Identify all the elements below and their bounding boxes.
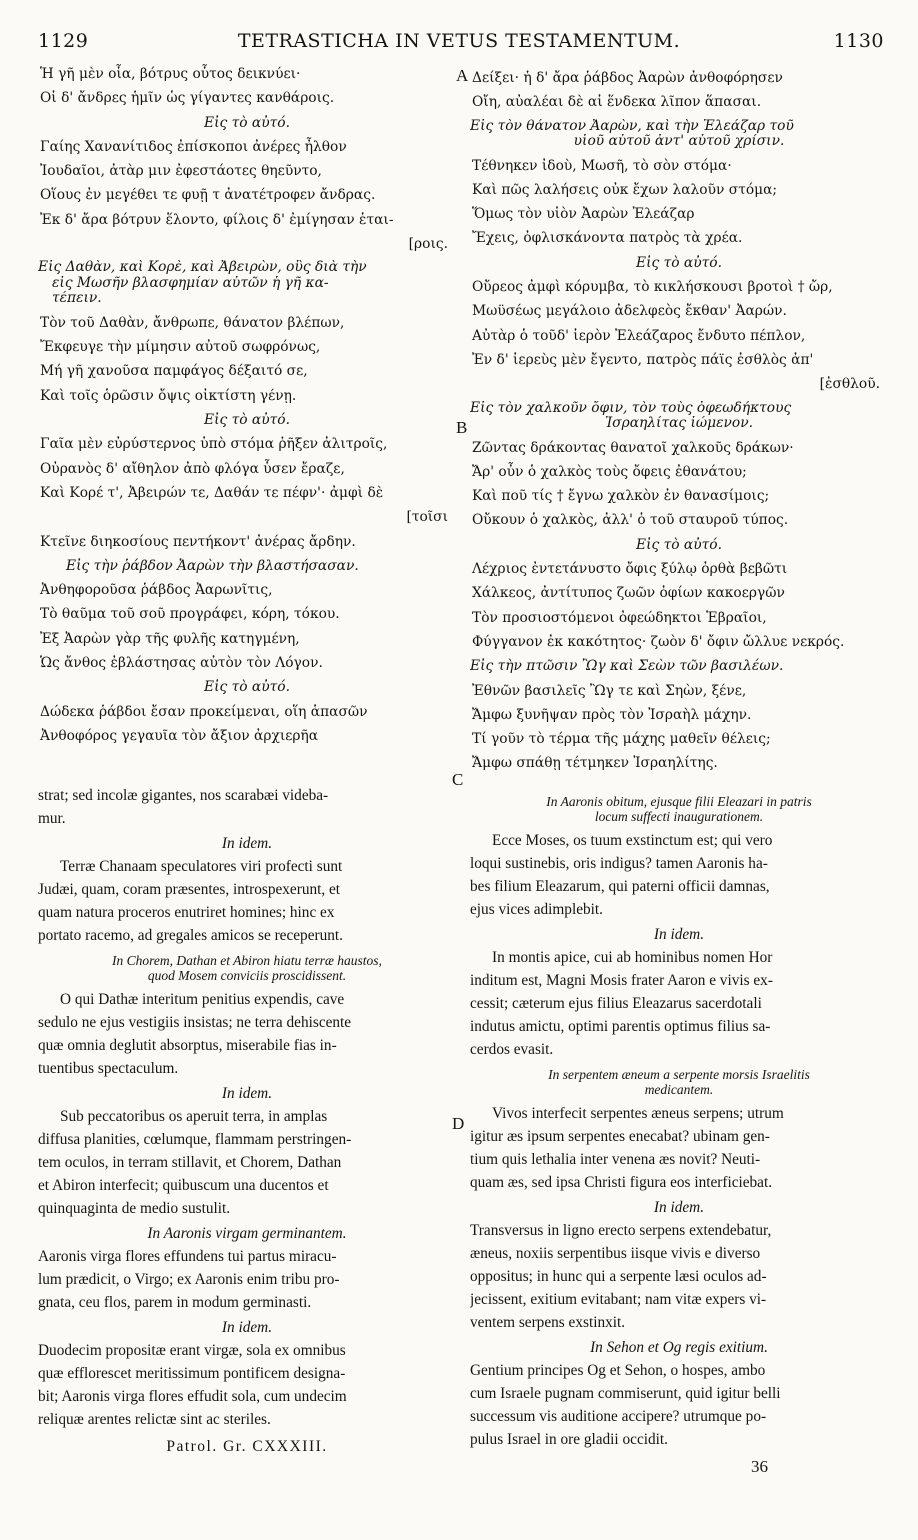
section-heading: In idem. xyxy=(221,1085,273,1102)
latin-text-line: Aaronis virga flores effundens tui partus miracu- xyxy=(38,1248,337,1265)
greek-verse-line: Ἔχεις, ὀφλισκάνοντα πατρὸς τὰ χρέα. xyxy=(472,230,743,247)
section-heading: Εἰς τὸ αὐτό. xyxy=(636,254,722,271)
latin-text-line: loqui sustinebis, oris indigus? tamen Aaronis ha- xyxy=(470,855,768,872)
latin-text-line: ventem serpens exstinxit. xyxy=(470,1314,626,1331)
greek-verse-line: Ἄμφω ξυνῆψαν πρὸς τὸν Ἰσραὴλ μάχην. xyxy=(472,706,752,723)
latin-text-line: O qui Dathæ interitum penitius expendis, cave xyxy=(60,991,345,1008)
greek-verse-line: Ἰουδαῖοι, ἀτὰρ μιν ἐφεστάοτες θηεῦντο, xyxy=(40,163,322,180)
greek-verse-line: Τὸν τοῦ Δαθὰν, ἄνθρωπε, θάνατον βλέπων, xyxy=(40,314,345,331)
section-heading: In idem. xyxy=(653,1199,705,1216)
latin-text-line: Judæi, quam, coram præsentes, introspexerunt, et xyxy=(38,881,341,898)
greek-verse-line: Μή γῆ χανοῦσα παμφάγος δέξαιτό σε, xyxy=(40,363,308,380)
latin-text-line: quinquaginta de medio sustulit. xyxy=(38,1200,231,1217)
greek-verse-line: Ἐν δ' ἱερεὺς μὲν ἔγεντο, πατρὸς πάϊς ἐσθλὸς ἀπ' xyxy=(472,351,814,368)
greek-verse-line: Τὸ θαῦμα τοῦ σοῦ προγράφει, κόρη, τόκου. xyxy=(40,606,340,623)
section-heading: Εἰς τὴν ῥάβδον Ἀαρὼν τὴν βλαστήσασαν. xyxy=(66,557,359,574)
greek-verse-line: Καὶ Κορέ τ', Ἀβειρών τε, Δαθάν τε πέφν'· ἀμφὶ δὲ xyxy=(40,484,384,501)
section-title: In serpentem æneum a serpente morsis Israelitis xyxy=(548,1067,810,1082)
section-title: Εἰς τὸν θάνατον Ἀαρὼν, καὶ τὴν Ἐλεάζαρ τοῦ xyxy=(470,118,794,134)
latin-text-line: In montis apice, cui ab hominibus nomen Hor xyxy=(492,949,773,966)
greek-verse-line: Γαῖα μὲν εὐρύστερνος ὑπὸ στόμα ῥῆξεν ἀλιτροῖς, xyxy=(40,436,388,453)
greek-verse-line: Τέθνηκεν ἰδοὺ, Μωσῆ, τὸ σὸν στόμα· xyxy=(472,157,732,174)
left-latin-column xyxy=(38,784,456,1458)
greek-verse-line: Ἐξ Ἀαρὼν γὰρ τῆς φυλῆς κατηγμένη, xyxy=(40,630,300,647)
section-title: locum suffecti inaugurationem. xyxy=(594,809,764,824)
greek-verse-line: Χάλκεος, ἀντίτυπος ζωῶν ὀφίων κακοεργῶν xyxy=(472,585,785,602)
greek-verse-line: [τοῖσι xyxy=(406,509,448,526)
section-title: υἱοῦ αὐτοῦ ἀντ' αὐτοῦ χρίσιν. xyxy=(573,134,785,150)
margin-marker-d: D xyxy=(452,1114,465,1133)
latin-text-line: Transversus in ligno erecto serpens extendebatur, xyxy=(470,1222,772,1239)
greek-verse-line: Ζῶντας δράκοντας θανατοῖ χαλκοῦς δράκων· xyxy=(472,439,794,456)
latin-text-line: cessit; cæterum ejus filius Eleazarus sacerdotali xyxy=(470,995,762,1012)
greek-verse-line: Ἔκφευγε τὴν μίμησιν αὐτοῦ σωφρόνως, xyxy=(40,339,321,356)
latin-text-line: strat; sed incolæ gigantes, nos scarabæi videba- xyxy=(38,787,329,804)
page-number-right: 1130 xyxy=(833,30,884,52)
latin-text-line: Duodecim propositæ erant virgæ, sola ex omnibus xyxy=(38,1342,346,1359)
latin-text-line: Vivos interfecit serpentes æneus serpens; utrum xyxy=(492,1105,784,1122)
latin-text-line: quæ efflorescet meritissimum pontificem designa- xyxy=(38,1365,346,1382)
latin-text-line: gnata, ceu flos, parem in modum germinasti. xyxy=(38,1294,312,1311)
latin-text-line: Ecce Moses, os tuum exstinctum est; qui vero xyxy=(492,832,773,849)
section-heading: In idem. xyxy=(221,1319,273,1336)
section-title: τέπειν. xyxy=(52,291,102,307)
greek-verse-line: Οὔκουν ὁ χαλκὸς, ἀλλ' ὁ τοῦ σταυροῦ τύπος. xyxy=(472,512,789,529)
greek-verse-line: Αὐτὰρ ὁ τοῦδ' ἱερὸν Ἐλεάζαρος ἔνδυτο πέπλον, xyxy=(472,327,806,344)
section-title: quod Mosem conviciis proscidissent. xyxy=(147,968,347,983)
latin-text-line: lum prædicit, o Virgo; ex Aaronis enim tribu pro- xyxy=(38,1271,340,1288)
right-greek-column xyxy=(470,66,888,776)
greek-verse-line: Οὐρανὸς δ' αἴθηλον ἀπὸ φλόγα ὗσεν ἔραζε, xyxy=(40,460,345,477)
greek-verse-line: Καὶ πῶς λαλήσεις οὐκ ἔχων λαλοῦν στόμα; xyxy=(472,181,778,198)
greek-verse-line: Ὡς ἄνθος ἐβλάστησας αὐτὸν τὸν Λόγον. xyxy=(40,655,323,672)
latin-text-line: quam natura proceros enutriret homines; hinc ex xyxy=(38,904,335,921)
greek-verse-line: Γαίης Χαναν‍ίτιδος ἐπίσκοποι ἀνέρες ἦλθον xyxy=(40,138,347,155)
latin-text-line: et Abiron interfecit; quibuscum una ducentos et xyxy=(38,1177,329,1194)
greek-verse-line: [ἐσθλοῦ. xyxy=(819,376,880,393)
section-title: Εἰς Δαθὰν, καὶ Κορὲ, καὶ Ἀβειρὼν, οὓς διὰ τὴν xyxy=(38,260,367,276)
section-title: Ἰσραηλίτας ἰώμενον. xyxy=(604,416,753,432)
latin-text-line: tium quis lethalia inter venena æs novit? Neuti- xyxy=(470,1151,761,1168)
greek-verse-line: Ἀνθοφόρος γεγαυῖα τὸν ἄξιον ἀρχιερῆα xyxy=(40,727,319,744)
latin-text-line: Gentium principes Og et Sehon, o hospes, ambo xyxy=(470,1362,766,1379)
margin-marker-a: A xyxy=(456,66,469,85)
margin-marker-b: B xyxy=(456,418,468,437)
greek-verse-line: Δώδεκα ῥάβδοι ἔσαν προκείμεναι, οἵη ἁπασῶν xyxy=(40,703,368,720)
greek-verse-line: Ἄρ' οὖν ὁ χαλκὸς τοὺς ὄφεις ἐθανάτου; xyxy=(472,463,747,480)
latin-text-line: æneus, noxiis serpentibus iisque vivis e diverso xyxy=(470,1245,761,1262)
latin-text-line: cerdos evasit. xyxy=(470,1041,554,1058)
section-title: In Aaronis obitum, ejusque filii Eleazari in patris xyxy=(546,794,812,809)
latin-text-line: bit; Aaronis virga flores effudit sola, cum undecim xyxy=(38,1388,347,1405)
latin-text-line: indutus amictu, optimi parentis optimus filius sa- xyxy=(470,1018,771,1035)
latin-text-line: Terræ Chanaam speculatores viri profecti sunt xyxy=(60,858,343,875)
greek-verse-line: Λέχριος ἐντετάνυστο ὄφις ξύλῳ ὀρθὰ βεβῶτι xyxy=(472,561,788,578)
greek-verse-line: Καὶ ποῦ τίς † ἔγνω χαλκὸν ἐν θανασίμοις; xyxy=(472,488,770,505)
section-heading: Εἰς τὸ αὐτό. xyxy=(204,114,290,131)
latin-text-line: ejus vices adimplebit. xyxy=(470,901,603,918)
section-heading: Εἰς τὸ αὐτό. xyxy=(204,679,290,696)
latin-text-line: quæ omnia deglutit absorptus, miserabile fias in- xyxy=(38,1037,337,1054)
greek-verse-line: Καὶ τοῖς ὁρῶσιν ὄψις οἰκτίστη γένῃ. xyxy=(40,387,297,404)
greek-verse-line: Οἱ δ' ἄνδρες ἡμῖν ὡς γίγαντες κανθάροις. xyxy=(40,90,335,107)
latin-text-line: portato racemo, ad gregales amicos se receperunt. xyxy=(38,927,343,944)
latin-text-line: cum Israele pugnam commiserunt, quid igitur belli xyxy=(470,1385,781,1402)
greek-verse-line: [ροις. xyxy=(408,236,448,253)
greek-verse-line: Οἵους ἐν μεγέθει τε φυῇ τ ἀνατέτροφεν ἄνδρας. xyxy=(40,187,376,204)
section-title: Εἰς τὸν χαλκοῦν ὄφιν, τὸν τοὺς ὀφεωδήκτους xyxy=(470,400,792,416)
greek-verse-line: Ὅμως τὸν υἱὸν Ἀαρὼν Ἐλεάζαρ xyxy=(472,206,695,223)
greek-verse-line: Ἐθνῶν βασιλεῖς Ὢγ τε καὶ Σηὼν, ξένε, xyxy=(472,682,747,699)
greek-verse-line: Οἴη, αὐαλέαι δὲ αἱ ἕνδεκα λῖπον ἅπασαι. xyxy=(472,94,762,111)
greek-verse-line: Τὸν προσιοστόμενοι ὀφεώδηκτοι Ἑβραῖοι, xyxy=(472,609,767,626)
section-heading: In Sehon et Og regis exitium. xyxy=(590,1339,768,1356)
page-number-left: 1129 xyxy=(38,30,89,52)
section-heading: In Aaronis virgam germinantem. xyxy=(147,1225,347,1242)
section-title: In Chorem, Dathan et Abiron hiatu terræ haustos, xyxy=(112,953,382,968)
greek-verse-line: Τί γοῦν τὸ τέρμα τῆς μάχης μαθεῖν θέλεις; xyxy=(472,731,771,748)
section-heading: In idem. xyxy=(653,926,705,943)
latin-text-line: reliquæ arentes relictæ sint ac steriles. xyxy=(38,1411,271,1428)
latin-text-line: inditum est, Magni Mosis frater Aaron e vivis ex- xyxy=(470,972,773,989)
running-title: TETRASTICHA IN VETUS TESTAMENTUM. xyxy=(237,30,681,52)
signature-number: 36 xyxy=(751,1457,768,1476)
greek-verse-line: Ἄμφω σπάθῃ τέτμηκεν Ἰσραηλίτης. xyxy=(472,755,718,772)
latin-text-line: pulus Israel in ore gladii occidit. xyxy=(470,1431,668,1448)
section-heading: Εἰς τὸ αὐτό. xyxy=(204,412,290,429)
section-heading: In idem. xyxy=(221,835,273,852)
latin-text-line: oppositus; in hunc qui a serpente læsi oculos ad- xyxy=(470,1268,767,1285)
left-greek-column xyxy=(38,62,456,748)
latin-text-line: sedulo ne ejus vestigiis insistas; ne terra dehiscente xyxy=(38,1014,352,1031)
margin-marker-c: C xyxy=(452,770,464,789)
latin-text-line: quam æs, sed ipsa Christi figura eos interficiebat. xyxy=(470,1174,773,1191)
section-title: medicantem. xyxy=(644,1082,714,1097)
greek-verse-line: Ἀνθηφοροῦσα ῥάβδος Ἀαρωνῖτις, xyxy=(40,582,273,599)
latin-text-line: Sub peccatoribus os aperuit terra, in amplas xyxy=(60,1108,328,1125)
running-header xyxy=(0,30,918,58)
greek-verse-line: Οὔρεος ἀμφὶ κόρυμβα, τὸ κικλήσκουσι βροτοὶ † ὤρ, xyxy=(472,279,833,296)
latin-text-line: successum vis auditione accipere? utrumque po- xyxy=(470,1408,767,1425)
latin-text-line: tem oculos, in terram stillavit, et Chorem, Dathan xyxy=(38,1154,342,1171)
greek-verse-line: Μωϋσέως μεγάλοιο ἀδελφεὸς ἔκθαν' Ἀαρών. xyxy=(472,303,787,320)
section-title: εἰς Μωσῆν βλασφημίαν αὐτῶν ἡ γῆ κα- xyxy=(52,275,329,291)
latin-text-line: tuentibus spectaculum. xyxy=(38,1060,179,1077)
latin-text-line: igitur æs ipsum serpentes enecabat? ubinam gen- xyxy=(470,1128,770,1145)
greek-verse-line: Ἡ γῆ μὲν οἷα, βότρυς οὗτος δεικνύει· xyxy=(40,66,301,82)
section-heading: Εἰς τὴν πτῶσιν Ὢγ καὶ Σεὼν τῶν βασιλέων. xyxy=(470,658,784,675)
greek-verse-line: Ἐκ δ' ἄρα βότρυν ἕλοντο, φίλοις δ' ἐμίγησαν ἑται- xyxy=(40,211,394,228)
greek-verse-line: Δείξει· ἡ δ' ἄρα ῥάβδος Ἀαρὼν ἀνθοφόρησεν xyxy=(472,70,783,86)
greek-verse-line: Φύγγανον ἐκ κακότητος· ζωὸν δ' ὄφιν ὤλλυε νεκρός. xyxy=(472,633,845,650)
right-latin-column xyxy=(470,788,888,1478)
latin-text-line: diffusa planities, cœlumque, flammam perstringen- xyxy=(38,1131,352,1148)
latin-text-line: jecissent, exitium evitabant; nam vitæ expers vi- xyxy=(470,1291,767,1308)
signature-footer: Patrol. Gr. CXXXIII. xyxy=(166,1438,328,1455)
greek-verse-line: Κτεῖνε διηκοσίους πεντήκοντ' ἀνέρας ἄρδην. xyxy=(40,533,356,550)
latin-text-line: mur. xyxy=(38,810,66,827)
latin-text-line: bes filium Eleazarum, qui paterni officii damnas, xyxy=(470,878,770,895)
section-heading: Εἰς τὸ αὐτό. xyxy=(636,536,722,553)
